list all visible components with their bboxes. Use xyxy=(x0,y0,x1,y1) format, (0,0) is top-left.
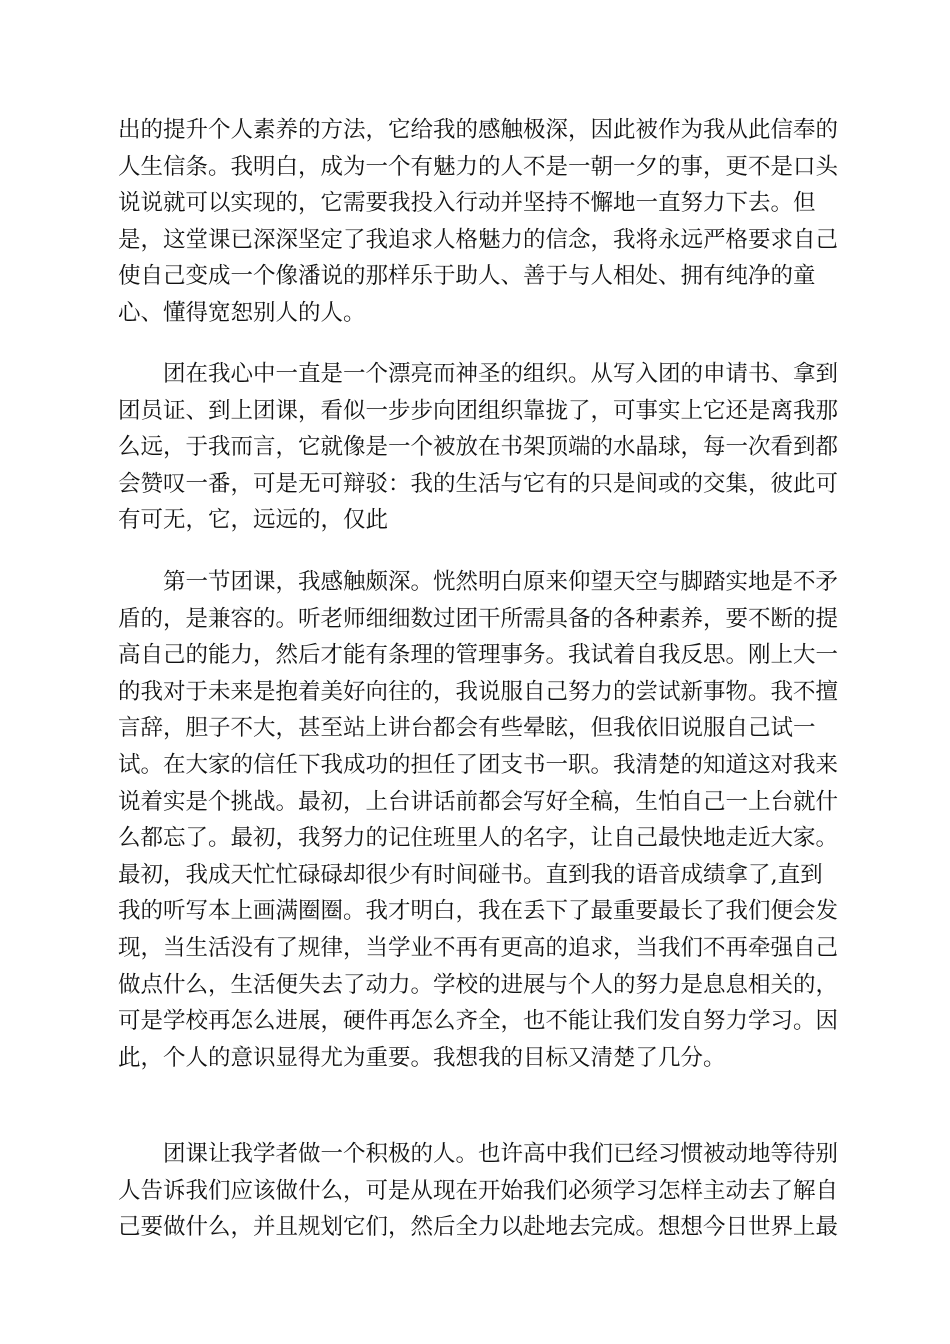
text-line: 使自己变成一个像潘说的那样乐于助人、善于与人相处、拥有纯净的童 xyxy=(118,263,816,290)
text-line: 最初，我成天忙忙碌碌却很少有时间碰书。直到我的语音成绩拿了,直到 xyxy=(118,861,823,888)
text-line: 是，这堂课已深深坚定了我追求人格魅力的信念，我将永远严格要求自己 xyxy=(118,226,839,253)
text-line: 高自己的能力，然后才能有条理的管理事务。我试着自我反思。刚上大一 xyxy=(118,642,839,669)
text-line: 人生信条。我明白，成为一个有魅力的人不是一朝一夕的事，更不是口头 xyxy=(118,153,839,180)
paragraph-4 xyxy=(118,1136,838,1246)
text-line: 做点什么，生活便失去了动力。学校的进展与个人的努力是息息相关的， xyxy=(118,971,839,998)
text-line: 说着实是个挑战。最初，上台讲话前都会写好全稿，生怕自己一上台就什 xyxy=(118,788,839,815)
text-line: 己要做什么，并且规划它们，然后全力以赴地去完成。想想今日世界上最 xyxy=(118,1214,839,1241)
text-line: 第一节团课，我感触颇深。恍然明白原来仰望天空与脚踏实地是不矛 xyxy=(163,569,839,595)
text-line: 我的听写本上画满圈圈。我才明白，我在丢下了最重要最长了我们便会发 xyxy=(118,898,839,925)
text-line: 言辞，胆子不大，甚至站上讲台都会有些晕眩，但我依旧说服自己试一 xyxy=(118,715,816,742)
text-line: 人告诉我们应该做什么，可是从现在开始我们必须学习怎样主动去了解自 xyxy=(118,1177,839,1204)
text-line: 的我对于未来是抱着美好向往的，我说服自己努力的尝试新事物。我不擅 xyxy=(118,678,839,705)
text-line: 团课让我学者做一个积极的人。也许高中我们已经习惯被动地等待别 xyxy=(163,1141,839,1167)
text-line: 可是学校再怎么进展，硬件再怎么齐全，也不能让我们发自努力学习。因 xyxy=(118,1008,839,1035)
text-line: 此，个人的意识显得尤为重要。我想我的目标又清楚了几分。 xyxy=(118,1044,726,1071)
text-line: 心、懂得宽恕别人的人。 xyxy=(118,299,366,326)
text-line: 会赞叹一番，可是无可辩驳：我的生活与它有的只是间或的交集，彼此可 xyxy=(118,470,839,497)
text-line: 盾的，是兼容的。听老师细细数过团干所需具备的各种素养，要不断的提 xyxy=(118,605,839,632)
text-line: 现，当生活没有了规律，当学业不再有更高的追求，当我们不再牵强自己 xyxy=(118,934,839,961)
text-line: 出的提升个人素养的方法，它给我的感触极深，因此被作为我从此信奉的 xyxy=(118,117,839,143)
text-line: 么远，于我而言，它就像是一个被放在书架顶端的水晶球，每一次看到都 xyxy=(118,434,839,461)
text-line: 团员证、到上团课，看似一步步向团组织靠拢了，可事实上它还是离我那 xyxy=(118,397,839,424)
text-line: 试。在大家的信任下我成功的担任了团支书一职。我清楚的知道这对我来 xyxy=(118,751,839,778)
text-line: 有可无，它，远远的，仅此 xyxy=(118,507,389,534)
paragraph-1 xyxy=(118,112,838,332)
text-line: 说说就可以实现的，它需要我投入行动并坚持不懈地一直努力下去。但 xyxy=(118,190,816,217)
text-line: 么都忘了。最初，我努力的记住班里人的名字，让自己最快地走近大家。 xyxy=(118,825,839,852)
text-line: 团在我心中一直是一个漂亮而神圣的组织。从写入团的申请书、拿到 xyxy=(163,361,839,387)
paragraph-3 xyxy=(118,564,838,1076)
paragraph-2 xyxy=(118,356,838,539)
